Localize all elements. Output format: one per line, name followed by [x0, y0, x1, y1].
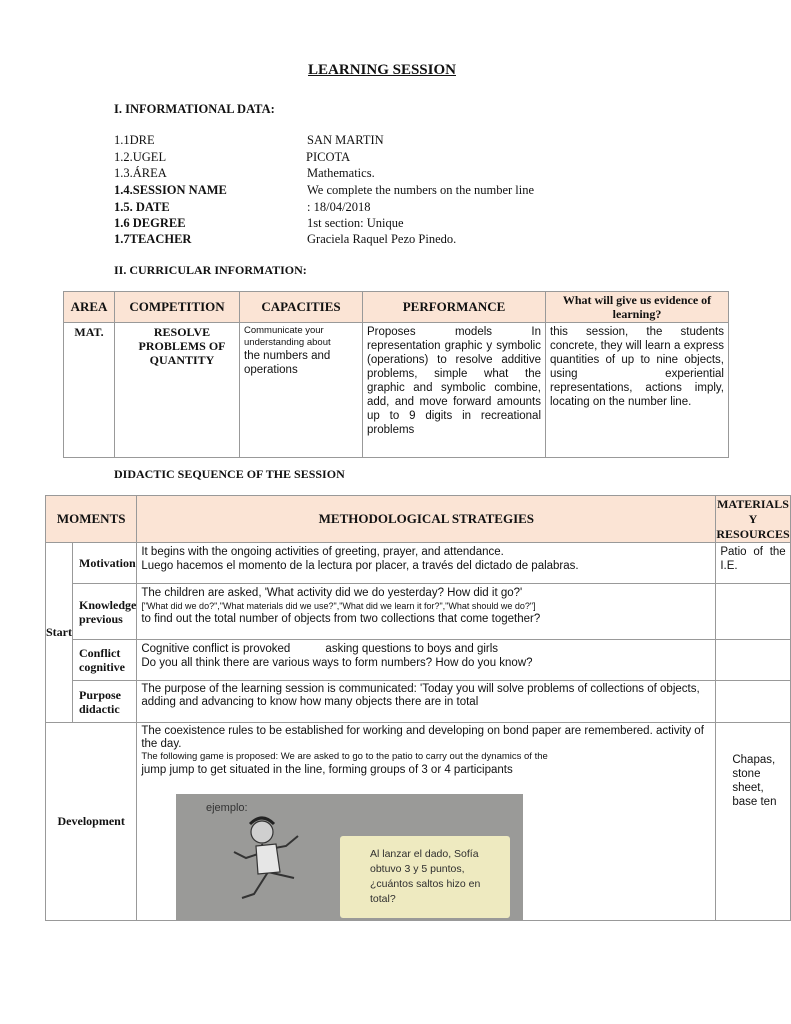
materials-conflict-cognitive [716, 640, 790, 681]
strategy-knowledge-previous: The children are asked, 'What activity did we do yesterday? How did it go?' ["What did we do?","What materials did we use?","What did we learn it for?","What should we do?"] to find out the total number of objects from two collections that come together? [137, 584, 716, 640]
example-photo [176, 794, 523, 920]
moment-start: Start [46, 543, 73, 723]
cell-performance: Proposes models In representation graphic y symbolic (operations) to resolve additive problems, simple what the graphic and symbolic combine, add, and move forward amounts up to 9 digits in recreational problems [363, 323, 546, 458]
problem-card-text: Al lanzar el dado, Sofía obtuvo 3 y 5 puntos, ¿cuántos saltos hizo en total? [370, 848, 481, 905]
curricular-data-row [64, 323, 729, 458]
materials-development: Chapas, stone sheet, base ten [716, 723, 790, 921]
strategy-purpose-didactic: The purpose of the learning session is communicated: 'Today you will solve problems of collections of objects, adding and advancing to know how many objects there are in total [137, 681, 716, 723]
capacities-text: the numbers and operations [244, 350, 331, 376]
label-purpose-didactic: Purpose didactic [73, 681, 137, 723]
curricular-table [63, 291, 729, 458]
header-capacities: CAPACITIES [240, 292, 363, 323]
header-evidence: What will give us evidence of learning? [546, 292, 729, 323]
cell-area: MAT. [64, 323, 115, 458]
header-competition: COMPETITION [115, 292, 240, 323]
strategy-development: The coexistence rules to be established for working and developing on bond paper are remembered. activity of the day. The following game is proposed: We are asked to go to the patio to carry out the dynamics of the jump jump to get situated in the line, forming groups of 3 or 4 participants [137, 723, 716, 921]
row-purpose-didactic [46, 681, 791, 723]
header-performance: PERFORMANCE [363, 292, 546, 323]
didactic-header-row [46, 496, 791, 543]
header-moments: MOMENTS [46, 496, 137, 543]
cell-evidence: this session, the students concrete, they will learn a express quantities of up to nine objects, using experiential representations, actions imply, locating on the number line. [546, 323, 729, 458]
label-motivation: Motivation [73, 543, 137, 584]
capacities-small-text: Communicate your understanding about [244, 325, 331, 348]
curricular-header-row [64, 292, 729, 323]
strategy-motivation: It begins with the ongoing activities of greeting, prayer, and attendance. Luego hacemos el momento de la lectura por placer, a través del dictado de palabras. [137, 543, 716, 584]
header-materials: MATERIALS Y RESOURCES [716, 496, 790, 541]
moment-development: Development [46, 723, 137, 921]
section-curricular-information: II. CURRICULAR INFORMATION: [114, 263, 307, 277]
section-informational-data: I. INFORMATIONAL DATA: [114, 102, 275, 116]
header-area: AREA [64, 292, 115, 323]
header-strategies: METHODOLOGICAL STRATEGIES [137, 496, 716, 543]
cell-capacities [240, 323, 363, 458]
materials-purpose-didactic [716, 681, 790, 723]
materials-knowledge-previous [716, 584, 790, 640]
cell-competition: RESOLVE PROBLEMS OF QUANTITY [115, 323, 240, 458]
row-conflict-cognitive [46, 640, 791, 681]
materials-motivation: Patio of the I.E. [716, 543, 790, 584]
row-knowledge-previous [46, 584, 791, 640]
page-title: LEARNING SESSION [308, 62, 456, 78]
section-didactic-sequence: DIDACTIC SEQUENCE OF THE SESSION [114, 467, 345, 481]
example-caption: ejemplo: [206, 802, 248, 814]
row-motivation [46, 543, 791, 584]
label-knowledge-previous: Knowledge previous [73, 584, 137, 640]
strategy-conflict-cognitive: Cognitive conflict is provoked asking questions to boys and girls Do you all think there are various ways to form numbers? How do you know? [137, 640, 716, 681]
label-conflict-cognitive: Conflict cognitive [73, 640, 137, 681]
